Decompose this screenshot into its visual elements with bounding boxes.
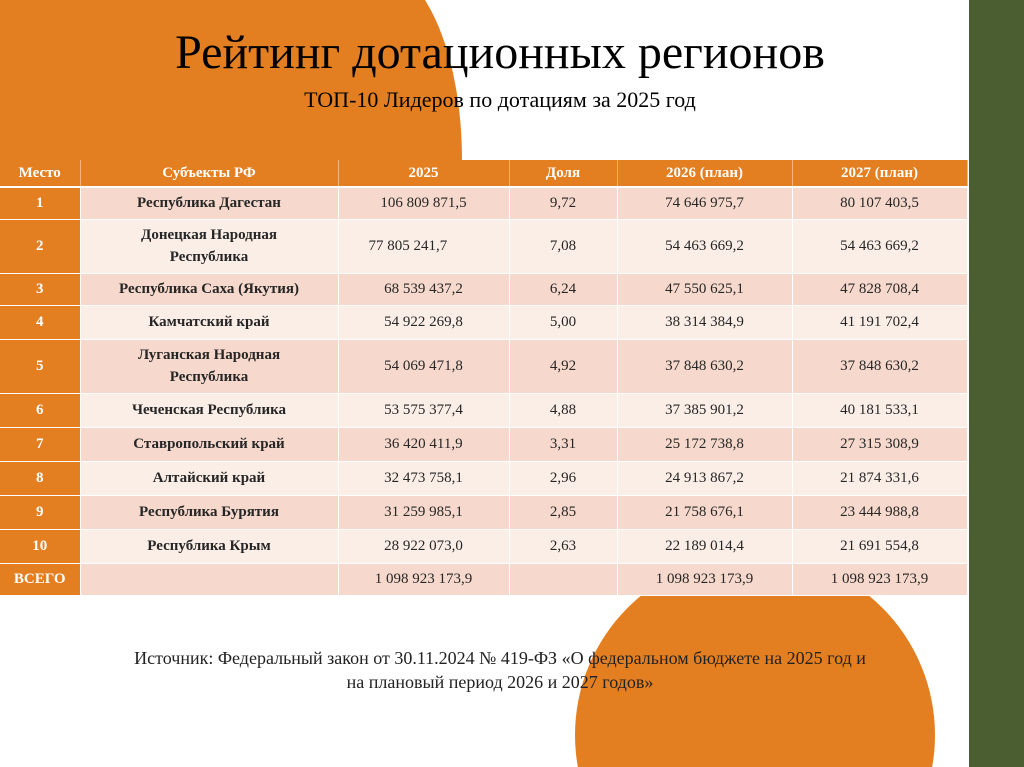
- row-share: 3,31: [509, 427, 617, 461]
- total-2026: 1 098 923 173,9: [617, 563, 792, 595]
- header-subject: Субъекты РФ: [80, 160, 338, 187]
- rating-table: [0, 160, 968, 596]
- total-subject-empty: [80, 563, 338, 595]
- row-place: 2: [0, 219, 80, 273]
- row-share: 4,92: [509, 339, 617, 393]
- row-2025: 106 809 871,5: [338, 187, 509, 219]
- row-subject: [80, 529, 338, 563]
- row-share: 2,63: [509, 529, 617, 563]
- table-total-row: [0, 563, 967, 595]
- table-row: [0, 495, 967, 529]
- row-2026: 54 463 669,2: [617, 219, 792, 273]
- subject-line: Республика Дагестан: [137, 195, 281, 212]
- row-2026: 22 189 014,4: [617, 529, 792, 563]
- row-2027: 41 191 702,4: [792, 305, 967, 339]
- row-2025: 31 259 985,1: [338, 495, 509, 529]
- subject-line: Республика: [169, 249, 249, 265]
- slide-title: Рейтинг дотационных регионов: [175, 26, 825, 79]
- table-row: [0, 273, 967, 305]
- row-2027: 54 463 669,2: [792, 219, 967, 273]
- row-share: 9,72: [509, 187, 617, 219]
- row-share: 6,24: [509, 273, 617, 305]
- row-place: 6: [0, 393, 80, 427]
- subject-line: Камчатский край: [148, 314, 270, 330]
- header-2025: 2025: [338, 160, 509, 187]
- slide-subtitle: ТОП-10 Лидеров по дотациям за 2025 год: [304, 87, 696, 112]
- total-share: [509, 563, 617, 595]
- table-row: [0, 339, 967, 393]
- total-2025: 1 098 923 173,9: [338, 563, 509, 595]
- row-subject: [80, 427, 338, 461]
- subject-line: Чеченская Республика: [132, 402, 286, 418]
- row-2026: 38 314 384,9: [617, 305, 792, 339]
- row-2025: 68 539 437,2: [338, 273, 509, 305]
- row-2026: 24 913 867,2: [617, 461, 792, 495]
- row-subject: [80, 273, 338, 305]
- row-2027: 27 315 308,9: [792, 427, 967, 461]
- row-2025: 32 473 758,1: [338, 461, 509, 495]
- row-2025: 77 805 241,7: [338, 219, 509, 273]
- row-2027: 47 828 708,4: [792, 273, 967, 305]
- row-place: 7: [0, 427, 80, 461]
- source-note: [0, 646, 1000, 694]
- row-2027: 80 107 403,5: [792, 187, 967, 219]
- row-2027: 23 444 988,8: [792, 495, 967, 529]
- subject-line: Донецкая Народная: [141, 227, 277, 243]
- row-share: 2,85: [509, 495, 617, 529]
- row-place: 8: [0, 461, 80, 495]
- table-row: [0, 529, 967, 563]
- row-place: 3: [0, 273, 80, 305]
- subject-line: Республика Крым: [147, 538, 271, 554]
- table-row: [0, 393, 967, 427]
- subject-line: Ставропольский край: [133, 436, 285, 452]
- row-2026: 47 550 625,1: [617, 273, 792, 305]
- row-2026: 74 646 975,7: [617, 187, 792, 219]
- row-2025: 54 069 471,8: [338, 339, 509, 393]
- row-place: 4: [0, 305, 80, 339]
- row-2025: 54 922 269,8: [338, 305, 509, 339]
- row-place: 5: [0, 339, 80, 393]
- row-subject: [80, 339, 338, 393]
- subject-line: Республика Бурятия: [139, 504, 279, 520]
- source-line-1: Источник: Федеральный закон от 30.11.2024 № 419-ФЗ «О федеральном бюджете на 2025 год и: [134, 648, 866, 668]
- row-subject: [80, 461, 338, 495]
- row-2027: 21 691 554,8: [792, 529, 967, 563]
- table-header-row: [0, 160, 967, 187]
- header-place: Место: [0, 160, 80, 187]
- row-2026: 21 758 676,1: [617, 495, 792, 529]
- header-share: Доля: [509, 160, 617, 187]
- row-subject: [80, 219, 338, 273]
- row-2025: 36 420 411,9: [338, 427, 509, 461]
- table-row: [0, 461, 967, 495]
- row-share: 2,96: [509, 461, 617, 495]
- source-line-2: на плановый период 2026 и 2027 годов»: [346, 672, 654, 692]
- row-2025: 28 922 073,0: [338, 529, 509, 563]
- row-2026: 37 848 630,2: [617, 339, 792, 393]
- row-share: 5,00: [509, 305, 617, 339]
- row-place: 9: [0, 495, 80, 529]
- subject-line: Республика Саха (Якутия): [118, 281, 300, 297]
- row-place: 1: [0, 187, 80, 219]
- row-2027: 37 848 630,2: [792, 339, 967, 393]
- subject-line: Алтайский край: [152, 470, 266, 486]
- row-share: 4,88: [509, 393, 617, 427]
- row-subject: [80, 187, 338, 219]
- table-row: [0, 219, 967, 273]
- row-2025: 53 575 377,4: [338, 393, 509, 427]
- subject-line: Республика: [169, 369, 249, 385]
- table-row: [0, 427, 967, 461]
- row-subject: [80, 393, 338, 427]
- header-2027: 2027 (план): [792, 160, 967, 187]
- total-label: ВСЕГО: [0, 563, 80, 595]
- subject-line: Луганская Народная: [137, 347, 281, 363]
- table-row: [0, 305, 967, 339]
- total-2027: 1 098 923 173,9: [792, 563, 967, 595]
- table-row: [0, 187, 967, 219]
- row-subject: [80, 305, 338, 339]
- row-2027: 40 181 533,1: [792, 393, 967, 427]
- row-subject: [80, 495, 338, 529]
- header-2026: 2026 (план): [617, 160, 792, 187]
- row-2026: 25 172 738,8: [617, 427, 792, 461]
- row-place: 10: [0, 529, 80, 563]
- row-2027: 21 874 331,6: [792, 461, 967, 495]
- row-share: 7,08: [509, 219, 617, 273]
- row-2026: 37 385 901,2: [617, 393, 792, 427]
